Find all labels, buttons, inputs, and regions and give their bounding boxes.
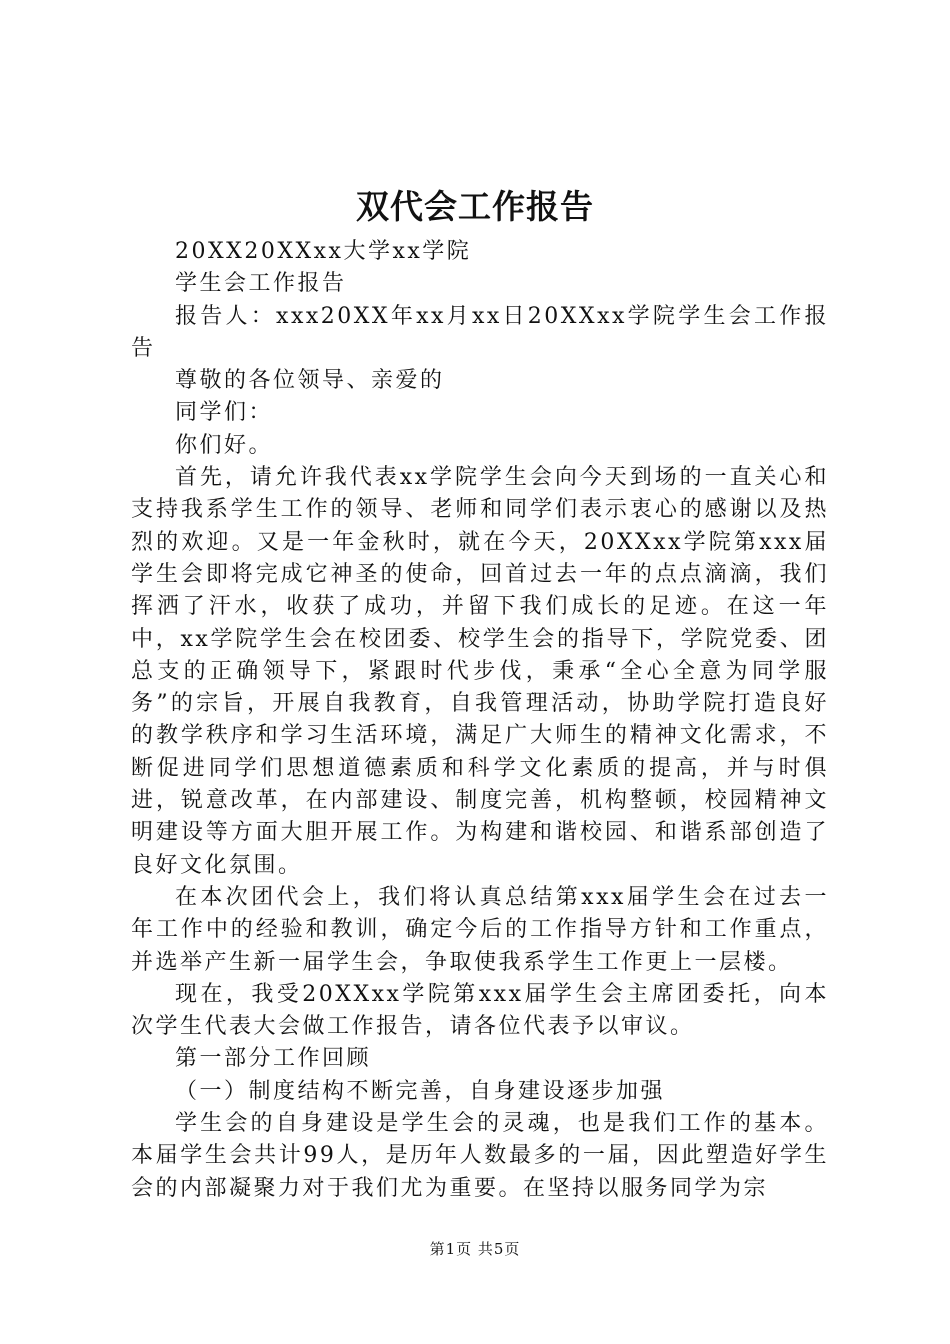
document-body	[131, 236, 829, 1205]
section-heading-part-one: 第一部分工作回顾	[175, 1046, 372, 1072]
page-footer: 第1页 共5页	[429, 1240, 521, 1258]
paragraph-salutation: 尊敬的各位领导、亲爱的	[175, 368, 445, 394]
paragraph-report-name: 学生会工作报告	[175, 271, 347, 297]
paragraph-university: 20XX20XXxx大学xx学院	[175, 239, 472, 264]
paragraph-salutation-cont: 同学们：	[175, 400, 274, 426]
paragraph-congress: 在本次团代会上，我们将认真总结第xxx届学生会在过去一年工作中的经验和教训，确定今后的工作指导方针和工作重点，并选举产生新一届学生会，争取使我系学生工作更上一层楼。	[131, 884, 829, 975]
subsection-heading-one: （一）制度结构不断完善，自身建设逐步加强	[175, 1078, 666, 1104]
paragraph-entrusted: 现在，我受20XXxx学院第xxx届学生会主席团委托，向本次学生代表大会做工作报告，请各位代表予以审议。	[131, 981, 829, 1040]
paragraph-reporter: 报告人：xxx20XX年xx月xx日20XXxx学院学生会工作报告	[131, 303, 829, 361]
document-title: 双代会工作报告	[356, 187, 594, 226]
paragraph-greeting: 你们好。	[175, 432, 274, 458]
paragraph-self-building: 学生会的自身建设是学生会的灵魂，也是我们工作的基本。本届学生会共计99人，是历年人数最多的一届，因此塑造好学生会的内部凝聚力对于我们尤为重要。在坚持以服务同学为宗	[131, 1111, 829, 1201]
paragraph-intro: 首先，请允许我代表xx学院学生会向今天到场的一直关心和支持我系学生工作的领导、老师和同学们表示衷心的感谢以及热烈的欢迎。又是一年金秋时，就在今天，20XXxx学院第xxx届学生会即将完成它神圣的使命，回首过去一年的点点滴滴，我们挥洒了汗水，收获了成功，并留下我们成长的足迹。在这一年中，xx学院学生会在校团委、校学生会的指导下，学院党委、团总支的正确领导下，紧跟时代步伐，秉承“全心全意为同学服务”的宗旨，开展自我教育，自我管理活动，协助学院打造良好的教学秩序和学习生活环境，满足广大师生的精神文化需求，不断促进同学们思想道德素质和科学文化素质的提高，并与时俱进，锐意改革，在内部建设、制度完善，机构整顿，校园精神文明建设等方面大胆开展工作。为构建和谐校园、和谐系部创造了良好文化氛围。	[131, 465, 829, 878]
